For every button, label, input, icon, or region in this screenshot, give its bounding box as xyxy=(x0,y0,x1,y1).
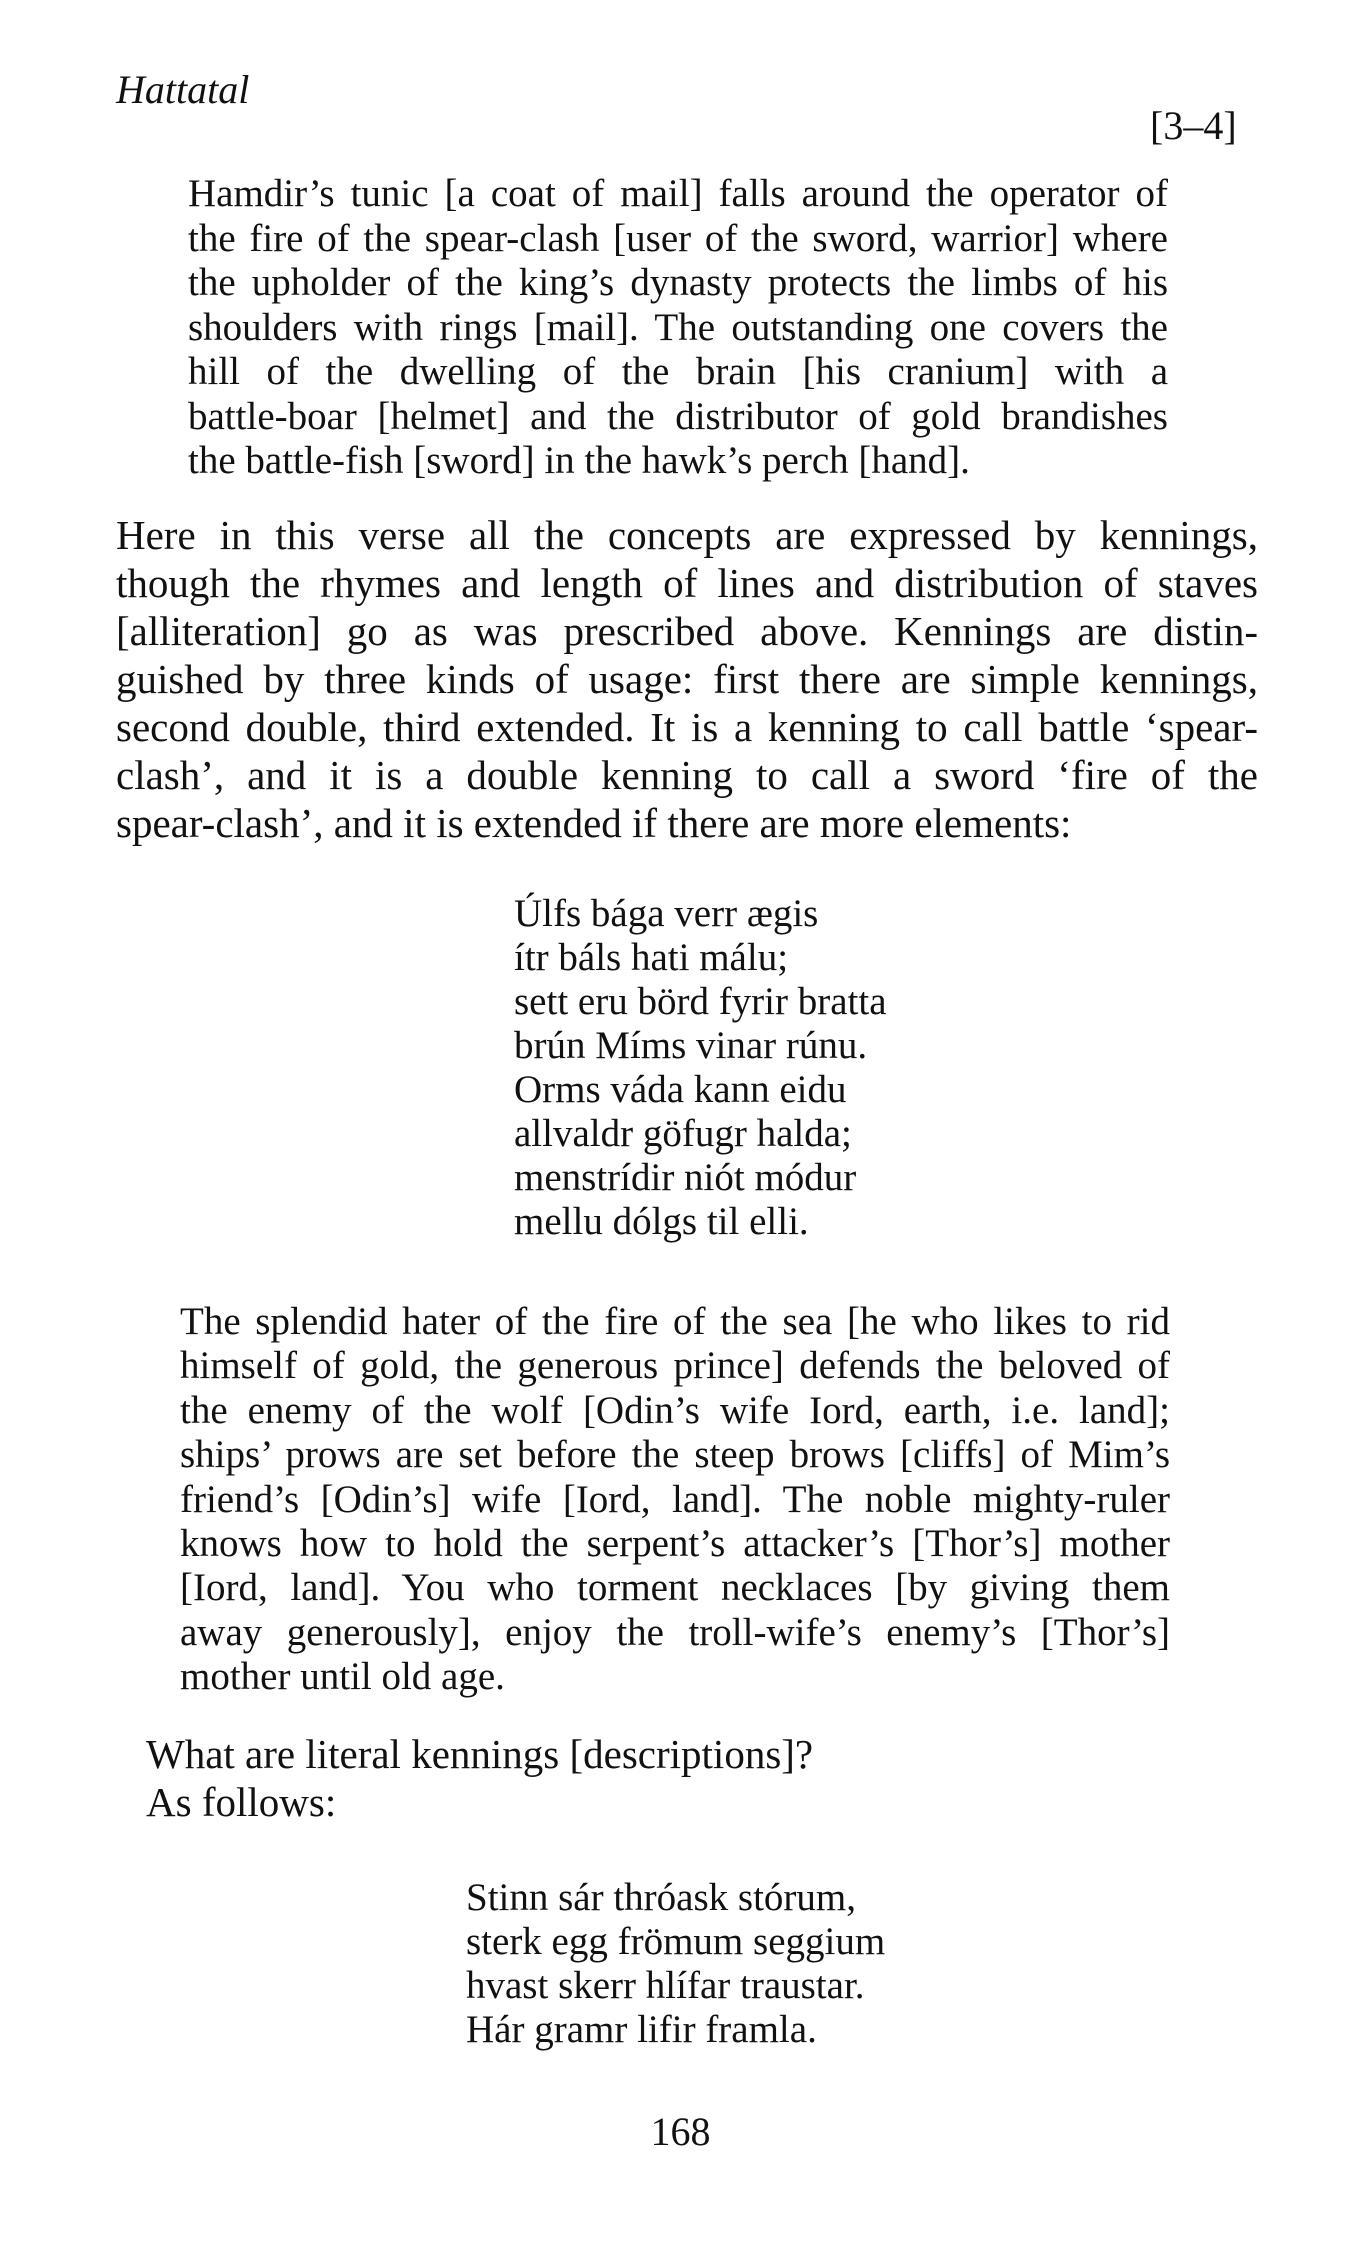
text-line: mother until old age. xyxy=(180,1655,505,1699)
verse-line: sterk egg frömum seggium xyxy=(466,1920,886,1963)
text-line: away generously], enjoy the troll-wife’s enemy’s [Thor’s] xyxy=(180,1610,1170,1654)
old-norse-verse-1 xyxy=(514,892,887,1244)
text-line: Hamdir’s tunic [a coat of mail] falls around the operator of xyxy=(188,172,1168,215)
text-line: What are literal kennings [descriptions]? xyxy=(146,1731,814,1777)
verse-line: brún Míms vinar rúnu. xyxy=(514,1024,868,1067)
verse-line: Stinn sár thróask stórum, xyxy=(466,1876,856,1919)
translation-paragraph-1 xyxy=(188,172,1168,484)
text-line: the fire of the spear-clash [user of the sword, warrior] where xyxy=(188,216,1168,260)
question-paragraph xyxy=(146,1730,813,1826)
section-reference: [3–4] xyxy=(1150,103,1237,148)
text-line: clash’, and it is a double kenning to call a sword ‘fire of the xyxy=(116,752,1258,798)
verse-line: allvaldr göfugr halda; xyxy=(514,1112,852,1155)
text-line: the enemy of the wolf [Odin’s wife Iord, earth, i.e. land]; xyxy=(180,1388,1170,1432)
old-norse-verse-2 xyxy=(466,1876,885,2052)
text-line: As follows: xyxy=(146,1779,337,1825)
translation-paragraph-2 xyxy=(180,1300,1170,1700)
verse-line: hvast skerr hlífar traustar. xyxy=(466,1964,865,2007)
verse-line: Hár gramr lifir framla. xyxy=(466,2008,817,2051)
text-line: shoulders with rings [mail]. The outstanding one covers the xyxy=(188,305,1168,349)
verse-line: Orms váda kann eidu xyxy=(514,1068,847,1111)
text-line: the upholder of the king’s dynasty protects the limbs of his xyxy=(188,261,1168,304)
text-line: battle-boar [helmet] and the distributor of gold brandishes xyxy=(188,394,1168,438)
text-line: [alliteration] go as was prescribed above. Kennings are distin- xyxy=(116,608,1258,654)
verse-line: Úlfs bága verr ægis xyxy=(514,892,819,935)
page-number: 168 xyxy=(650,2109,711,2154)
text-line: [Iord, land]. You who torment necklaces [by giving them xyxy=(180,1566,1170,1610)
text-line: The splendid hater of the fire of the sea [he who likes to rid xyxy=(180,1300,1170,1343)
text-line: second double, third extended. It is a kenning to call battle ‘spear- xyxy=(116,704,1258,750)
text-line: hill of the dwelling of the brain [his cranium] with a xyxy=(188,350,1168,393)
text-line: though the rhymes and length of lines and distribution of staves xyxy=(116,560,1258,606)
text-line: ships’ prows are set before the steep brows [cliffs] of Mim’s xyxy=(180,1433,1170,1477)
verse-line: menstrídir niót módur xyxy=(514,1156,857,1199)
running-title: Hattatal xyxy=(116,67,250,112)
text-line: friend’s [Odin’s] wife [Iord, land]. The noble mighty-ruler xyxy=(180,1477,1170,1521)
text-line: guished by three kinds of usage: first there are simple kennings, xyxy=(116,656,1258,702)
text-line: Here in this verse all the concepts are expressed by kennings, xyxy=(116,512,1258,558)
verse-line: sett eru börd fyrir bratta xyxy=(514,980,887,1023)
text-line: himself of gold, the generous prince] defends the beloved of xyxy=(180,1344,1170,1388)
prose-paragraph xyxy=(116,511,1258,847)
verse-line: mellu dólgs til elli. xyxy=(514,1200,809,1243)
text-line: knows how to hold the serpent’s attacker’s [Thor’s] mother xyxy=(180,1522,1170,1566)
verse-line: ítr báls hati málu; xyxy=(514,936,789,979)
text-line: spear-clash’, and it is extended if there are more elements: xyxy=(116,800,1072,846)
text-line: the battle-fish [sword] in the hawk’s perch [hand]. xyxy=(188,439,970,482)
